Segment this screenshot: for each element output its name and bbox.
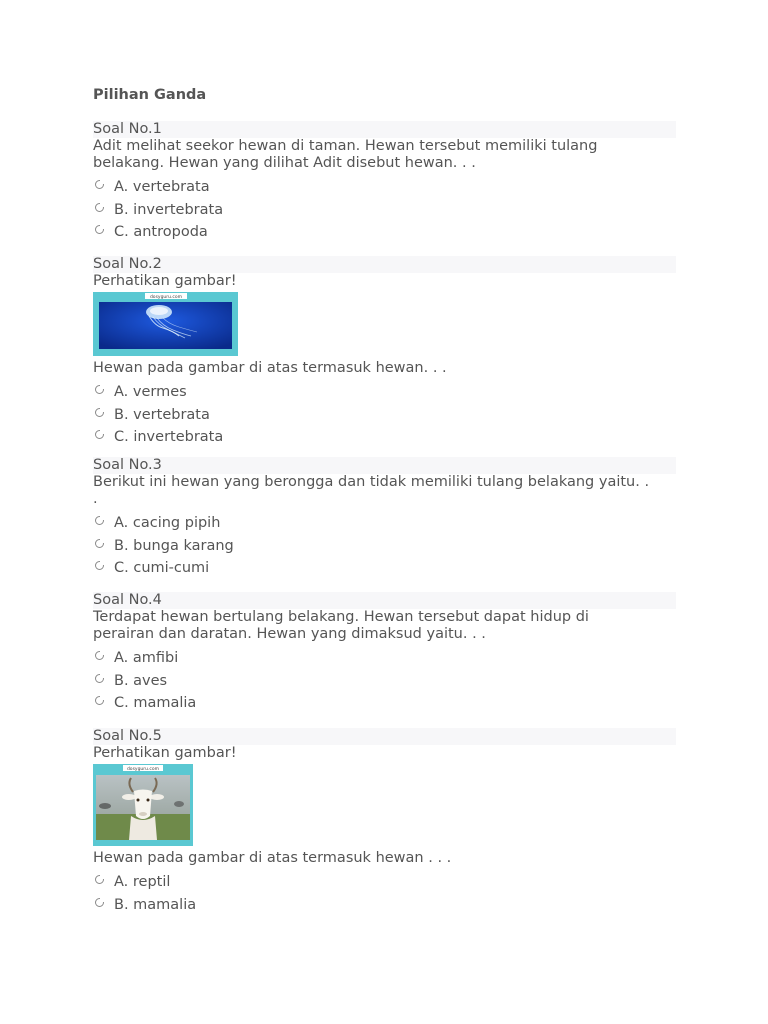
option-c[interactable]	[93, 221, 676, 244]
option-b[interactable]	[93, 404, 676, 427]
radio-button[interactable]	[95, 408, 104, 417]
question-header: Soal No.1	[93, 121, 676, 138]
option-a[interactable]	[93, 647, 676, 670]
option-label: B. vertebrata	[114, 406, 210, 423]
radio-button[interactable]	[95, 561, 104, 570]
question-5	[93, 728, 676, 916]
radio-button[interactable]	[95, 898, 104, 907]
option-label: A. reptil	[114, 874, 171, 890]
option-label: B. bunga karang	[114, 537, 234, 554]
option-a[interactable]	[93, 871, 676, 894]
question-header: Soal No.2	[93, 256, 676, 273]
radio-button[interactable]	[95, 516, 104, 525]
option-list	[93, 871, 676, 916]
question-text: Adit melihat seekor hewan di taman. Hewan tersebut memiliki tulang belakang. Hewan yang dilihat Adit disebut hewan. . .	[93, 138, 598, 171]
question-header: Soal No.5	[93, 728, 676, 745]
option-label: B. aves	[114, 672, 168, 689]
question-3	[93, 457, 676, 580]
radio-button[interactable]	[95, 651, 104, 660]
radio-button[interactable]	[95, 385, 104, 394]
radio-button[interactable]	[95, 539, 104, 548]
option-label: B. mamalia	[114, 896, 197, 913]
option-list	[93, 647, 676, 715]
option-list	[93, 512, 676, 580]
option-label: C. antropoda	[114, 224, 208, 240]
question-text: Berikut ini hewan yang berongga dan tidak memiliki tulang belakang yaitu. . .	[93, 474, 650, 507]
option-label: B. invertebrata	[114, 201, 224, 218]
option-b[interactable]	[93, 670, 676, 693]
image-caption: dosyguru.com	[126, 766, 160, 772]
option-c[interactable]	[93, 426, 676, 449]
image-caption: dosyguru.com	[149, 294, 183, 300]
question-intro: Perhatikan gambar!	[93, 745, 237, 761]
question-4	[93, 592, 676, 715]
option-b[interactable]	[93, 535, 676, 558]
question-text: Terdapat hewan bertulang belakang. Hewan tersebut dapat hidup di perairan dan daratan. Hewan yang dimaksud yaitu. . .	[93, 609, 589, 642]
question-1	[93, 121, 676, 244]
radio-button[interactable]	[95, 180, 104, 189]
option-c[interactable]	[93, 557, 676, 580]
radio-button[interactable]	[95, 696, 104, 705]
option-a[interactable]	[93, 512, 676, 535]
page-title: Pilihan Ganda	[93, 87, 207, 103]
question-2	[93, 256, 676, 449]
option-label: C. cumi-cumi	[114, 560, 210, 576]
question-header: Soal No.3	[93, 457, 676, 474]
option-b[interactable]	[93, 199, 676, 222]
question-header: Soal No.4	[93, 592, 676, 609]
option-list	[93, 176, 676, 244]
question-intro: Perhatikan gambar!	[93, 273, 237, 289]
option-label: C. invertebrata	[114, 429, 224, 445]
option-a[interactable]	[93, 176, 676, 199]
radio-button[interactable]	[95, 430, 104, 439]
option-label: C. mamalia	[114, 695, 197, 711]
jellyfish-image	[93, 292, 238, 356]
option-list	[93, 381, 676, 449]
option-a[interactable]	[93, 381, 676, 404]
option-c[interactable]	[93, 692, 676, 715]
question-text: Hewan pada gambar di atas termasuk hewan . . .	[93, 850, 452, 866]
option-label: A. amfibi	[114, 650, 179, 666]
option-label: A. vermes	[114, 384, 187, 400]
radio-button[interactable]	[95, 203, 104, 212]
question-text: Hewan pada gambar di atas termasuk hewan. . .	[93, 360, 447, 376]
option-label: A. cacing pipih	[114, 515, 221, 531]
goat-image	[93, 764, 193, 846]
option-label: A. vertebrata	[114, 179, 210, 195]
radio-button[interactable]	[95, 674, 104, 683]
option-b[interactable]	[93, 894, 676, 917]
radio-button[interactable]	[95, 875, 104, 884]
radio-button[interactable]	[95, 225, 104, 234]
